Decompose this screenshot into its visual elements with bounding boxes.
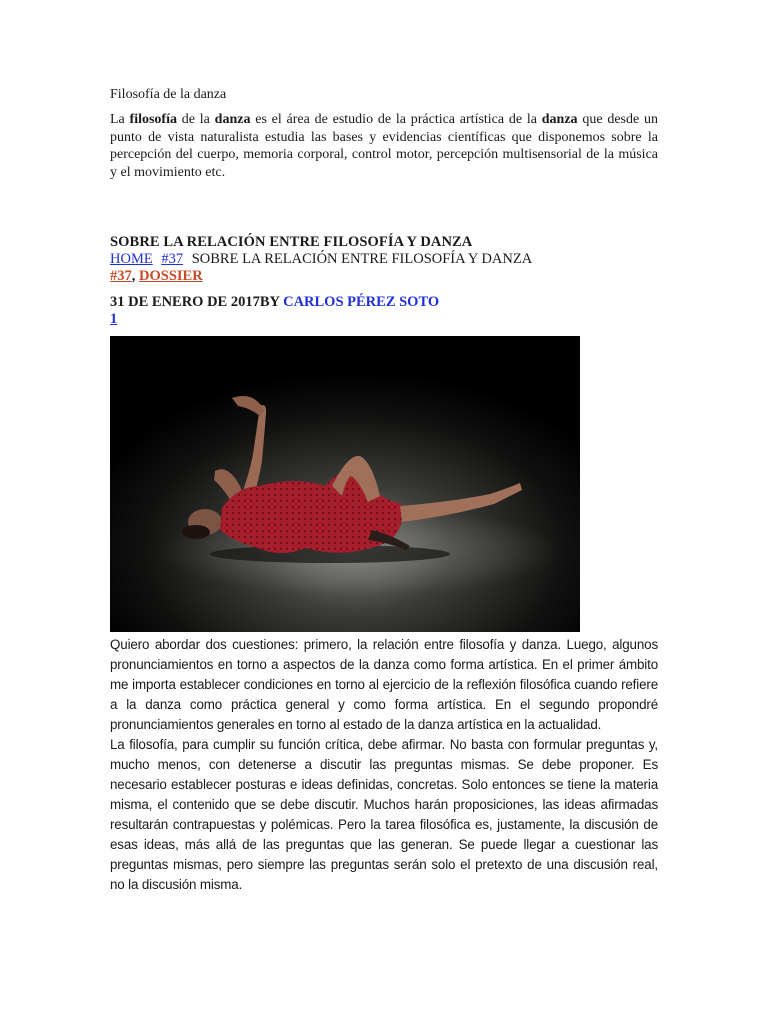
article-date: 31 DE ENERO DE 2017 (110, 294, 260, 310)
intro-bold-danza-1: danza (214, 112, 251, 127)
intro-bold-filosofia: filosofía (129, 112, 177, 127)
intro-text-4: que desde un punto de vista naturalista estudia las bases y evidencias científicas que disponemos sobre la percepción del cuerpo, memoria corporal, control motor, percepción multisensorial de la música y el movimiento etc. (110, 112, 658, 180)
comments-count (110, 310, 658, 328)
intro-bold-danza-2: danza (541, 112, 578, 127)
breadcrumb-issue-link[interactable]: #37 (161, 251, 184, 267)
article-body (110, 635, 658, 895)
author-link[interactable]: CARLOS PÉREZ SOTO (283, 294, 440, 310)
dancer-photo (110, 336, 580, 632)
breadcrumb-current: SOBRE LA RELACIÓN ENTRE FILOSOFÍA Y DANZA (191, 251, 533, 267)
intro-paragraph (110, 111, 658, 181)
body-paragraph-1: Quiero abordar dos cuestiones: primero, la relación entre filosofía y danza. Luego, algunos pronunciamientos en torno a aspectos de la danza como forma artística. En el primer ámbito me importa establecer condiciones en torno al ejercicio de la reflexión filosófica cuando refiere a la danza como práctica general y como forma artística. En el segundo propondré pronunciamientos generales en torno al estado de la danza artística en la actualidad. (110, 637, 658, 732)
breadcrumb (110, 250, 658, 268)
comments-count-link[interactable]: 1 (110, 311, 118, 327)
article-byline (110, 293, 658, 311)
tag-dossier-link[interactable]: DOSSIER (139, 268, 203, 284)
dancer-hair (182, 525, 210, 539)
tag-issue-link[interactable]: #37 (110, 268, 132, 284)
body-paragraph-2: La filosofía, para cumplir su función crítica, debe afirmar. No basta con formular preguntas y, mucho menos, con detenerse a discutir las preguntas mismas. Se debe proponer. Es necesario establecer posturas e ideas definidas, concretas. Solo entonces se tiene la materia misma, el contenido que se debe discutir. Muchos harán proposiciones, las ideas afirmadas resultarán contrapuestas y polémicas. Pero la tarea filosófica es, justamente, la discusión de esas ideas, más allá de las preguntas que las generan. Se puede llegar a cuestionar las preguntas mismas, pero siempre las preguntas serán solo el pretexto de una discusión real, no la discusión misma. (110, 737, 658, 892)
tag-separator: , (131, 268, 139, 284)
article-heading: SOBRE LA RELACIÓN ENTRE FILOSOFÍA Y DANZA (110, 234, 473, 250)
intro-text-2: de la (177, 112, 215, 127)
intro-text-1: La (110, 112, 130, 127)
article-tags (110, 267, 658, 285)
byline-by: BY (259, 294, 284, 310)
intro-title: Filosofía de la danza (110, 87, 227, 102)
breadcrumb-home-link[interactable]: HOME (110, 251, 153, 267)
intro-text-3: es el área de estudio de la práctica artística de la (250, 112, 542, 127)
